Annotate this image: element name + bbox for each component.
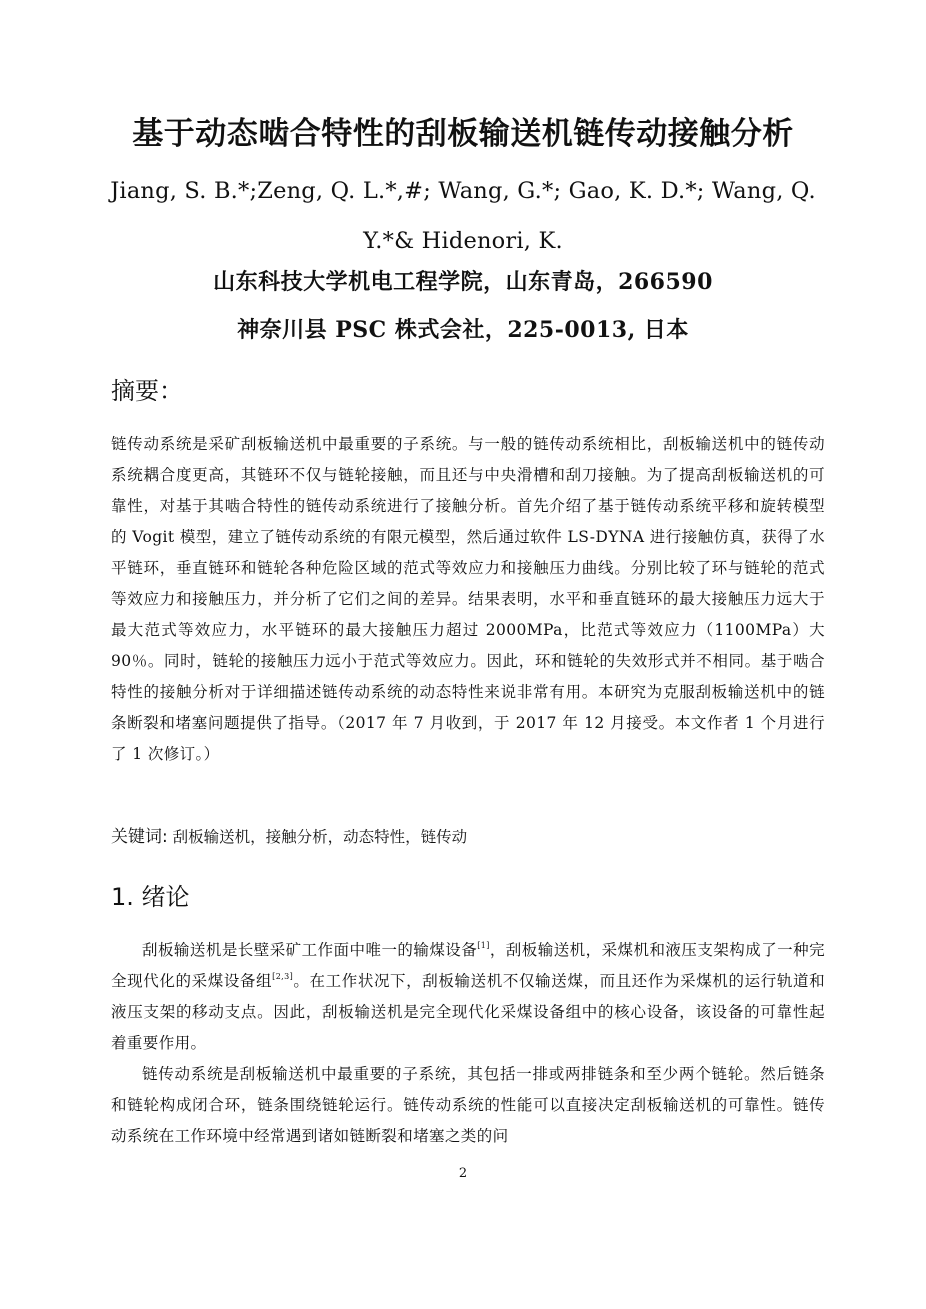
abstract-heading: 摘要： [111, 377, 183, 405]
introduction-heading: 1. 绪论 [111, 883, 190, 911]
citation-1: [1] [477, 941, 490, 950]
intro-p1-part-c: 。在工作状况下，刮板输送机不仅输送煤，而且还作为采煤机的运行轨道和液压支架的移动支点。因此，刮板输送机是完全现代化采煤设备组中的核心设备，该设备的可靠性起着重要作用。 [111, 972, 825, 1052]
intro-p1-part-b: ，刮板输送机，采煤机和液压支架构成了一种完全现代化的采煤设备组 [111, 941, 826, 990]
affiliation-1: 山东科技大学机电工程学院，山东青岛，266590 [213, 269, 713, 295]
paper-title: 基于动态啮合特性的刮板输送机链传动接触分析 [132, 116, 794, 152]
intro-paragraph-1 [111, 935, 825, 1059]
page-number: 2 [458, 1166, 468, 1181]
intro-p1-part-a: 刮板输送机是长壁采矿工作面中唯一的输煤设备 [142, 941, 478, 959]
keywords [111, 822, 825, 853]
keywords-text: 刮板输送机，接触分析，动态特性，链传动 [167, 828, 468, 846]
introduction-body [111, 935, 825, 1152]
affiliation-2: 神奈川县 PSC 株式会社，225-0013, 日本 [237, 317, 689, 343]
author-list: Jiang, S. B.*;Zeng, Q. L.*,#; Wang, G.*; Gao, K. D.*; Wang, Q. Y.*& Hidenori, K. [110, 178, 816, 254]
abstract-text: 链传动系统是采矿刮板输送机中最重要的子系统。与一般的链传动系统相比，刮板输送机中的链传动系统耦合度更高，其链环不仅与链轮接触，而且还与中央滑槽和刮刀接触。为了提高刮板输送机的可靠性，对基于其啮合特性的链传动系统进行了接触分析。首先介绍了基于链传动系统平移和旋转模型的 Vogit 模型，建立了链传动系统的有限元模型，然后通过软件 LS-DYNA 进行接触仿真，获得了水平链环，垂直链环和链轮各种危险区域的范式等效应力和接触压力曲线。分别比较了环与链轮的范式等效应力和接触压力，并分析了它们之间的差异。结果表明，水平和垂直链环的最大接触压力远大于最大范式等效应力，水平链环的最大接触压力超过 2000MPa，比范式等效应力（1100MPa）大 90％。同时，链轮的接触压力远小于范式等效应力。因此，环和链轮的失效形式并不相同。基于啮合特性的接触分析对于详细描述链传动系统的动态特性来说非常有用。本研究为克服刮板输送机中的链条断裂和堵塞问题提供了指导。（2017 年 7 月收到，于 2017 年 12 月接受。本文作者 1 个月进行了 1 次修订。） [111, 435, 825, 763]
intro-paragraph-2: 链传动系统是刮板输送机中最重要的子系统，其包括一排或两排链条和至少两个链轮。然后链条和链轮构成闭合环，链条围绕链轮运行。链传动系统的性能可以直接决定刮板输送机的可靠性。链传动系统在工作环境中经常遇到诸如链断裂和堵塞之类的问 [111, 1065, 825, 1145]
citation-2-3: [2,3] [272, 972, 294, 981]
keywords-label: 关键词: [111, 827, 168, 847]
